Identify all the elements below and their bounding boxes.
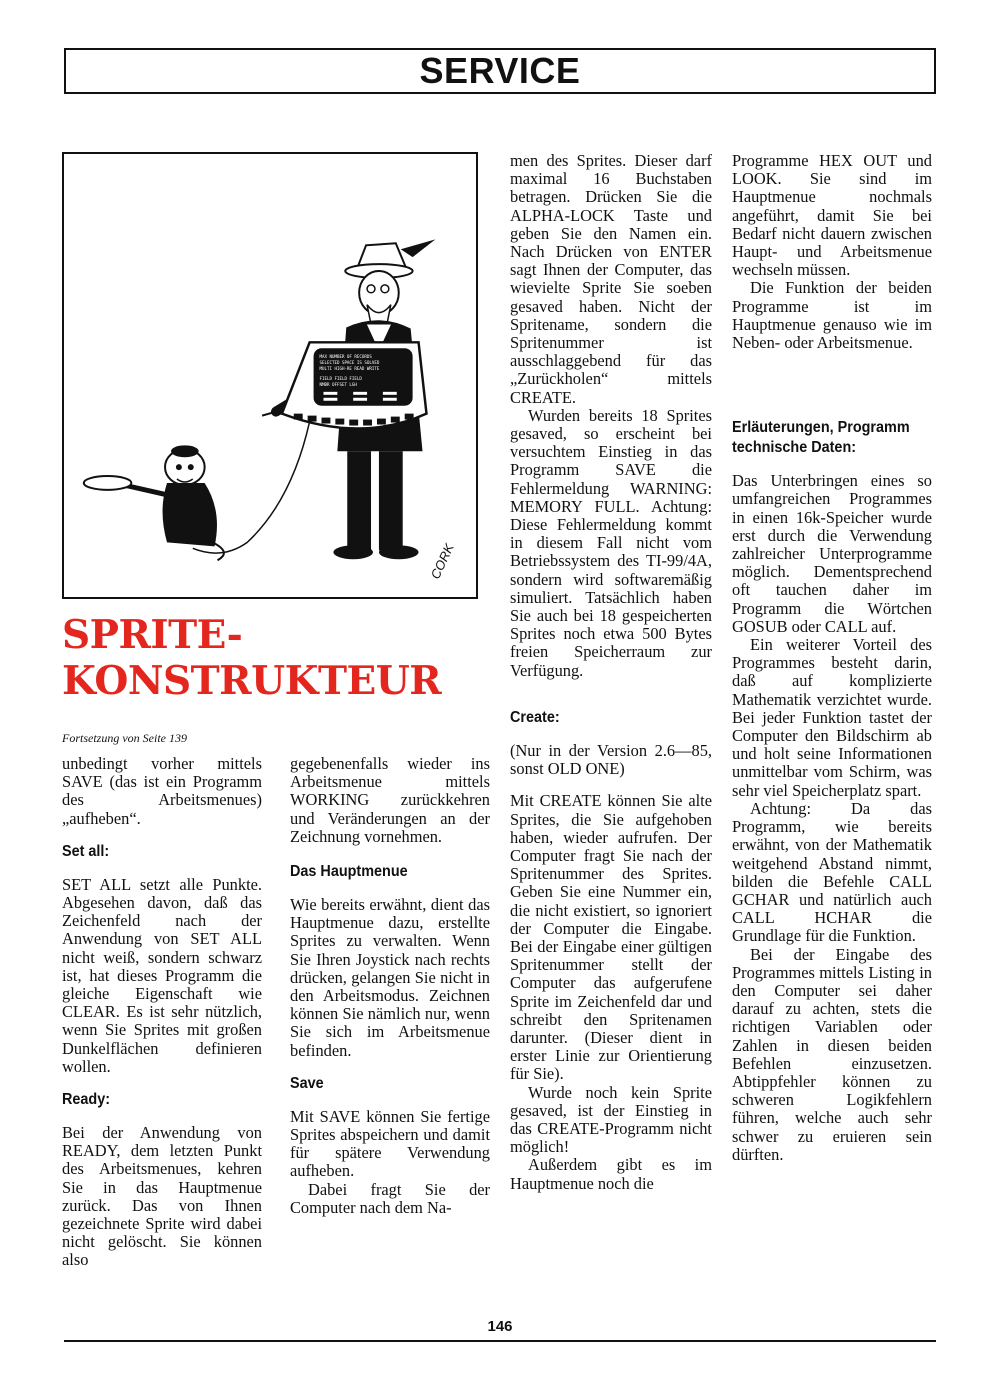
article-headline xyxy=(62,612,492,704)
section-banner xyxy=(64,48,936,94)
subheading-hauptmenue: Das Hauptmenue xyxy=(290,863,408,881)
cartoon-signature: CORK xyxy=(427,541,457,582)
paragraph: Die Funktion der beiden Programme ist im Hauptmenue genauso wie im Neben- oder Arbeitsmenue. xyxy=(732,278,932,353)
paragraph: Wurde noch kein Sprite gesaved, ist der Einstieg in das CREATE-Programm nicht möglich! xyxy=(510,1082,712,1157)
paragraph: Programme HEX OUT und LOOK. Sie sind im Hauptmenue nochmals angeführt, damit Sie bei Bedarf nicht dauern zwischen Haupt- und Arbeitsmenue wechseln müssen. xyxy=(732,151,932,280)
screen-line-3: MULTI HIGH-RE READ WRITE xyxy=(319,366,380,372)
screen-line-5: NMBR OFFSET LGH xyxy=(319,381,357,387)
paragraph: Mit CREATE können Sie alte Sprites, die Sie aufgehoben haben, wieder aufrufen. Der Computer fragt Sie nach der Spritenummer des Sprites. Geben Sie eine Nummer ein, die nicht existiert, so ignoriert der Computer die Eingabe. Bei der Eingabe einer gültigen Spritenummer stellt der Computer das aufgerufene Sprite im Zeichenfeld dar und schreibt den Spritenamen darunter. (Dieser dient in erster Linie zur Orientierung für Sie). xyxy=(510,791,712,1084)
paragraph: Mit SAVE können Sie fertige Sprites abspeichern und damit für spätere Verwendung aufheben. xyxy=(290,1106,490,1181)
screen-line-1: MAX NUMBER OF RECORDS xyxy=(319,354,372,360)
paragraph: men des Sprites. Dieser darf maximal 16 Buchstaben betragen. Drücken Sie die ALPHA-LOCK Taste und geben Sie den Namen ein. Nach Drücken von ENTER sagt Ihnen der Computer, das wievielte Sprite Sie soeben gesaved haben. Nicht der Spritename, sondern die Spritenummer ist ausschlaggebend für das „Zurückholen“ mittels CREATE. xyxy=(510,151,712,407)
paragraph: Außerdem gibt es im Hauptmenue noch die xyxy=(510,1155,712,1193)
cartoon-drawing xyxy=(64,154,476,597)
paragraph: Achtung: Da das Programm, wie bereits erwähnt, von der Mathematik weitgehend Abstand nimmt, bilden die Befehle CALL GCHAR und natürlich auch CALL HCHAR die Grundlage für die Funktion. xyxy=(732,798,932,946)
section-title: SERVICE xyxy=(419,50,581,91)
headline-line-2: KONSTRUKTEUR xyxy=(62,658,442,704)
column-2 xyxy=(290,755,490,1217)
column-4 xyxy=(732,152,932,1164)
paragraph: Ein weiterer Vorteil des Programmes besteht darin, daß auf komplizierte Mathematik verzichtet wurde. Bei jeder Funktion tastet der Computer den Bildschirm ab und holt seine Informationen unmittelbar vom Schirm, was sehr viel Speicherplatz spart. xyxy=(732,635,932,800)
subheading-ready: Ready: xyxy=(62,1091,111,1109)
column-3 xyxy=(510,152,712,1193)
screen-line-2: SELECTED SPACE IS SOLVED xyxy=(319,360,380,366)
paragraph: gegebenenfalls wieder ins Arbeitsmenue mittels WORKING zurückkehren und Veränderungen an der Zeichnung vornehmen. xyxy=(290,754,490,846)
paragraph: Dabei fragt Sie der Computer nach dem Na- xyxy=(290,1179,490,1217)
paragraph: Bei der Anwendung von READY, dem letzten Punkt des Arbeitsmenues, kehren Sie in das Hauptmenue zurück. Das von Ihnen gezeichnete Sprite wird dabei nicht gelöscht. Sie können also xyxy=(62,1123,262,1270)
subheading-save: Save xyxy=(290,1074,324,1092)
cartoon-illustration xyxy=(62,152,478,599)
paragraph: Wurden bereits 18 Sprites gesaved, so erscheint bei versuchtem Einstieg in das Programm SAVE die Fehlermeldung WARNING: MEMORY FULL. Achtung: Diese Fehlermeldung kommt in diesem Fall nicht vom Betriebssystem des TI-99/4A, sondern wird softwaremäßig simuliert. Tatsächlich haben Sie auch bei 18 gespeicherten Sprites noch etwa 500 Bytes freien Speicherraum zur Verfügung. xyxy=(510,405,712,680)
continuation-note: Fortsetzung von Seite 139 xyxy=(62,731,187,745)
paragraph: unbedingt vorher mittels SAVE (das ist ein Programm des Arbeitsmenues) „aufheben“. xyxy=(62,754,262,828)
footer-rule xyxy=(64,1340,936,1342)
paragraph: SET ALL setzt alle Punkte. Abgesehen davon, daß das Zeichenfeld nach der Anwendung von SET ALL nicht weiß, sondern schwarz ist, hat dieses Programm die gleiche Eigenschaft wie CLEAR. Es ist sehr nützlich, wenn Sie Sprites mit großen Dunkelflächen definieren wollen. xyxy=(62,874,262,1076)
page-number: 146 xyxy=(487,1318,513,1335)
subheading-erlaeuterungen: Erläuterungen, Programm technische Daten: xyxy=(732,419,910,457)
subheading-create: Create: xyxy=(510,708,560,726)
paragraph: (Nur in der Version 2.6—85, sonst OLD ONE) xyxy=(510,740,712,779)
paragraph: Wie bereits erwähnt, dient das Hauptmenue dazu, erstellte Sprites zu verwalten. Wenn Sie Ihren Joystick nach rechts drücken, gelangen Sie nicht in den Arbeitsmodus. Zeichnen können Sie nämlich nur, wenn Sie sich im Arbeitsmenue befinden. xyxy=(290,895,490,1060)
headline-line-1: SPRITE- xyxy=(62,612,243,658)
paragraph: Das Unterbringen eines so umfangreichen Programmes in einen 16k-Speicher wurde erst durch die Verwendung zahlreicher Unterprogramme möglich. Dementsprechend oft tauchen daher im Programm die Wörtchen GOSUB oder CALL auf. xyxy=(732,471,932,636)
column-1 xyxy=(62,755,262,1270)
paragraph: Bei der Eingabe des Programmes mittels Listing in den Computer sei daher darauf zu achten, stets die richtigen Variablen oder Zahlen in diesen beiden Befehlen einzusetzen. Abtippfehler können zu schweren Logikfehlern führen, welche auch sehr schwer zu eruieren sein dürften. xyxy=(732,944,932,1164)
screen-line-4: FIELD FIELD FIELD xyxy=(319,375,362,381)
subheading-set-all: Set all: xyxy=(62,842,110,860)
